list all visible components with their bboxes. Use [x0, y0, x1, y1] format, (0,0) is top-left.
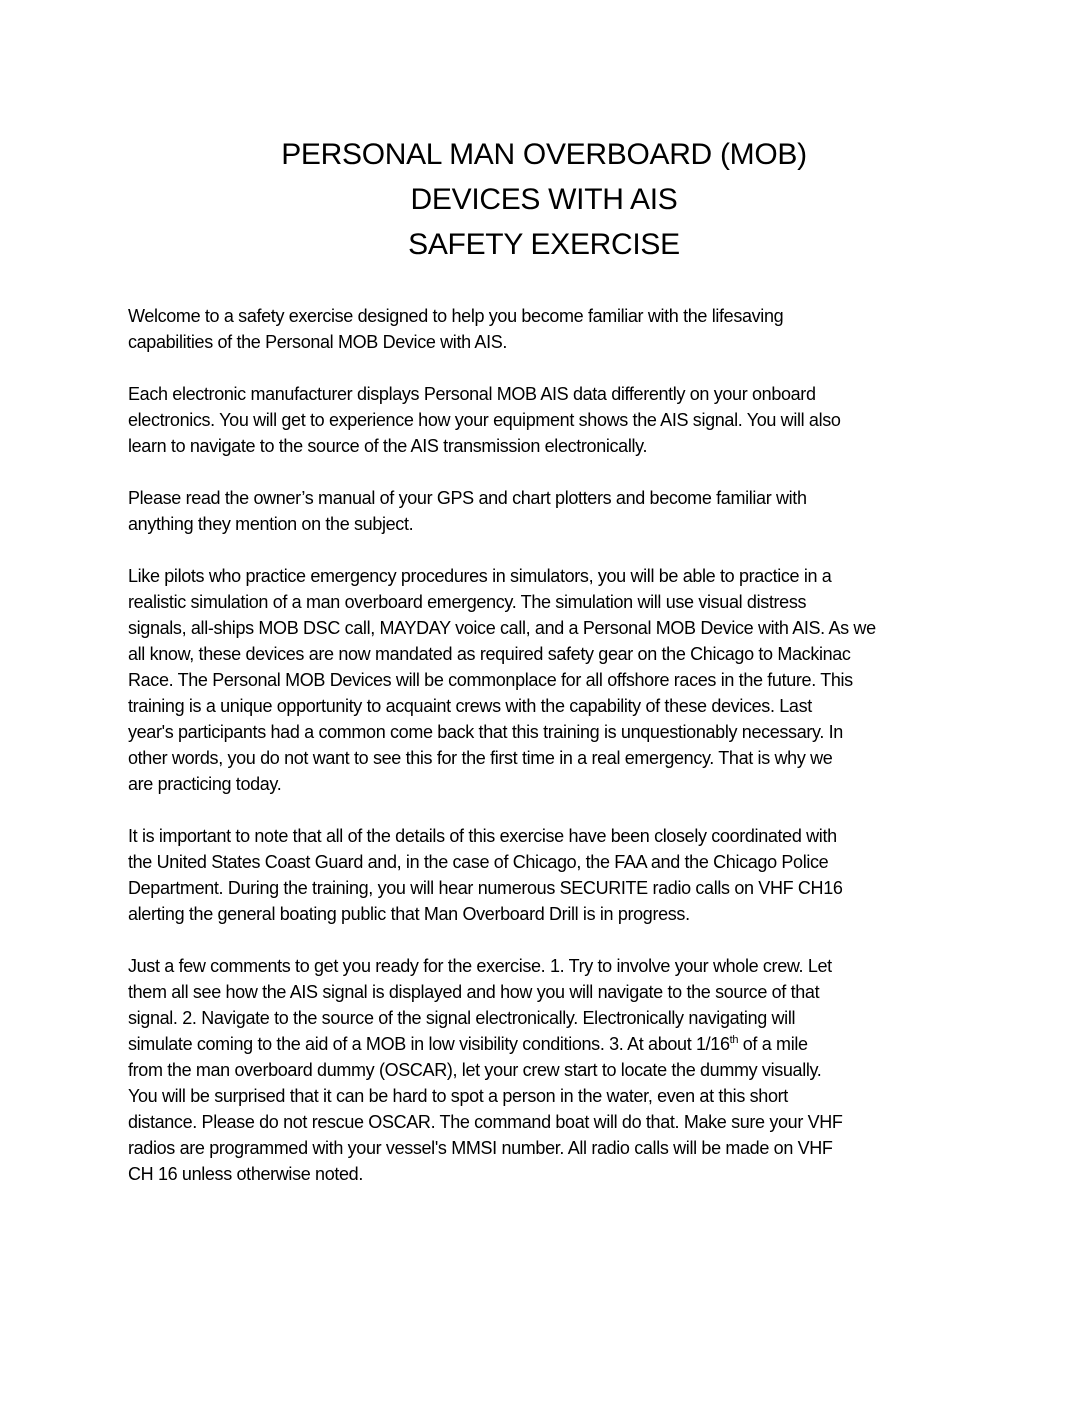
document-title	[0, 132, 1088, 267]
text-line-with-superscript	[128, 1031, 960, 1057]
paragraph-welcome	[128, 303, 960, 355]
text-line: Each electronic manufacturer displays Personal MOB AIS data differently on your onboard	[128, 384, 816, 404]
text-line: realistic simulation of a man overboard emergency. The simulation will use visual distress	[128, 592, 807, 612]
ordinal-superscript: th	[729, 1034, 739, 1046]
text-line: training is a unique opportunity to acquaint crews with the capability of these devices. Last	[128, 696, 812, 716]
text-line: capabilities of the Personal MOB Device with AIS.	[128, 332, 508, 352]
text-segment: of a mile	[738, 1034, 808, 1054]
paragraph-simulation	[128, 563, 960, 797]
text-line: electronics. You will get to experience how your equipment shows the AIS signal. You will also	[128, 410, 841, 430]
text-line: learn to navigate to the source of the AIS transmission electronically.	[128, 436, 648, 456]
text-line: are practicing today.	[128, 774, 282, 794]
text-line: It is important to note that all of the details of this exercise have been closely coordinated with	[128, 826, 837, 846]
text-line: Please read the owner’s manual of your GPS and chart plotters and become familiar with	[128, 488, 807, 508]
text-line: You will be surprised that it can be hard to spot a person in the water, even at this short	[128, 1086, 788, 1106]
title-line: SAFETY EXERCISE	[408, 228, 680, 261]
text-line: alerting the general boating public that Man Overboard Drill is in progress.	[128, 904, 690, 924]
text-line: Just a few comments to get you ready for the exercise. 1. Try to involve your whole crew. Let	[128, 956, 832, 976]
text-line: CH 16 unless otherwise noted.	[128, 1164, 363, 1184]
text-line: other words, you do not want to see this for the first time in a real emergency. That is why we	[128, 748, 833, 768]
text-line: radios are programmed with your vessel's MMSI number. All radio calls will be made on VHF	[128, 1138, 833, 1158]
text-line: the United States Coast Guard and, in the case of Chicago, the FAA and the Chicago Police	[128, 852, 829, 872]
text-line: year's participants had a common come back that this training is unquestionably necessary. In	[128, 722, 843, 742]
text-line: Department. During the training, you will hear numerous SECURITE radio calls on VHF CH16	[128, 878, 843, 898]
text-line: from the man overboard dummy (OSCAR), let your crew start to locate the dummy visually.	[128, 1060, 822, 1080]
text-line: Welcome to a safety exercise designed to help you become familiar with the lifesaving	[128, 306, 784, 326]
text-segment: simulate coming to the aid of a MOB in low visibility conditions. 3. At about 1/16	[128, 1034, 730, 1054]
title-line: DEVICES WITH AIS	[410, 183, 678, 216]
paragraph-comments	[128, 953, 960, 1187]
title-line: PERSONAL MAN OVERBOARD (MOB)	[281, 138, 807, 171]
text-line: distance. Please do not rescue OSCAR. The command boat will do that. Make sure your VHF	[128, 1112, 843, 1132]
text-line: them all see how the AIS signal is displayed and how you will navigate to the source of that	[128, 982, 820, 1002]
text-line: signals, all-ships MOB DSC call, MAYDAY voice call, and a Personal MOB Device with AIS. As we	[128, 618, 876, 638]
paragraph-manual	[128, 485, 960, 537]
text-line: Like pilots who practice emergency procedures in simulators, you will be able to practice in a	[128, 566, 832, 586]
text-line: Race. The Personal MOB Devices will be commonplace for all offshore races in the future. This	[128, 670, 853, 690]
paragraph-coordination	[128, 823, 960, 927]
text-line: anything they mention on the subject.	[128, 514, 414, 534]
paragraph-manufacturers	[128, 381, 960, 459]
text-line: signal. 2. Navigate to the source of the signal electronically. Electronically navigating will	[128, 1008, 796, 1028]
document-body	[128, 303, 960, 1213]
text-line: all know, these devices are now mandated as required safety gear on the Chicago to Mackinac	[128, 644, 851, 664]
